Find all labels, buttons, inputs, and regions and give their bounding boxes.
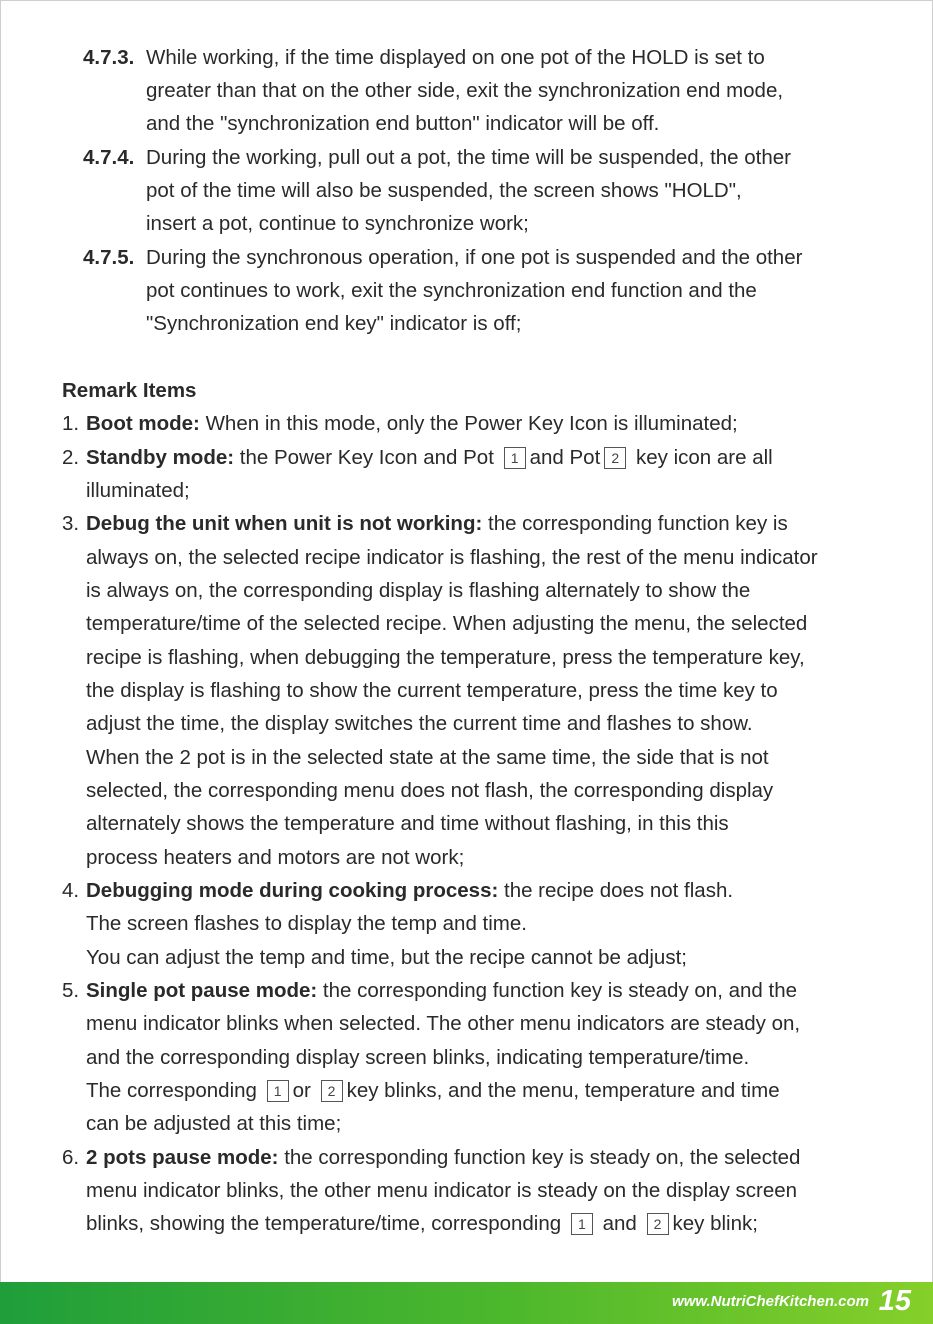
- item-title: 2 pots pause mode:: [86, 1146, 279, 1169]
- item-body: and Pot: [529, 446, 601, 469]
- item-number: 6.: [62, 1146, 80, 1169]
- item-body: the corresponding function key is: [482, 512, 788, 535]
- item-body: is always on, the corresponding display is flashing alternately to show the: [86, 579, 751, 602]
- subsection-text: and the "synchronization end button" indicator will be off.: [146, 112, 660, 135]
- item-text: [86, 507, 788, 540]
- item-body: adjust the time, the display switches the current time and flashes to show.: [86, 712, 753, 735]
- remarks-heading: Remark Items: [62, 379, 197, 402]
- item-number: 3.: [62, 512, 80, 535]
- item-body: recipe is flashing, when debugging the temperature, press the temperature key,: [86, 646, 805, 669]
- item-body: illuminated;: [86, 479, 190, 502]
- item-body: process heaters and motors are not work;: [86, 846, 465, 869]
- item-number: 5.: [62, 979, 80, 1002]
- item-body: [86, 1074, 780, 1107]
- item-body: and the corresponding display screen blinks, indicating temperature/time.: [86, 1046, 750, 1069]
- item-body: key icon are all: [630, 446, 773, 469]
- subsection-number: 4.7.3.: [83, 46, 135, 69]
- item-body: You can adjust the temp and time, but the recipe cannot be adjust;: [86, 946, 687, 969]
- subsection-text: During the synchronous operation, if one pot is suspended and the other: [146, 246, 803, 269]
- item-number: 2.: [62, 446, 80, 469]
- item-number: 1.: [62, 412, 80, 435]
- item-text: [86, 974, 797, 1007]
- item-body: the recipe does not flash.: [498, 879, 734, 902]
- item-text: [86, 407, 738, 440]
- subsection-text: insert a pot, continue to synchronize work;: [146, 212, 529, 235]
- item-body: menu indicator blinks when selected. The other menu indicators are steady on,: [86, 1012, 801, 1035]
- item-body: The corresponding: [86, 1079, 257, 1102]
- item-title: Single pot pause mode:: [86, 979, 318, 1002]
- item-text: [86, 1141, 800, 1174]
- item-body: blinks, showing the temperature/time, corresponding: [86, 1212, 562, 1235]
- item-body: When the 2 pot is in the selected state at the same time, the side that is not: [86, 746, 769, 769]
- item-body: the corresponding function key is steady on, the selected: [278, 1146, 801, 1169]
- subsection-text: greater than that on the other side, exit the synchronization end mode,: [146, 79, 784, 102]
- subsection-text: "Synchronization end key" indicator is off;: [146, 312, 522, 335]
- subsection-number: 4.7.4.: [83, 146, 135, 169]
- item-title: Debugging mode during cooking process:: [86, 879, 499, 902]
- item-body: menu indicator blinks, the other menu indicator is steady on the display screen: [86, 1179, 798, 1202]
- item-body: The screen flashes to display the temp and time.: [86, 912, 527, 935]
- pot-1-key-icon: 1: [267, 1080, 289, 1102]
- item-text: [86, 874, 733, 907]
- subsection-text: While working, if the time displayed on one pot of the HOLD is set to: [146, 46, 765, 69]
- subsection-text: pot of the time will also be suspended, the screen shows "HOLD",: [146, 179, 742, 202]
- item-title: Debug the unit when unit is not working:: [86, 512, 483, 535]
- item-body: selected, the corresponding menu does not flash, the corresponding display: [86, 779, 774, 802]
- item-body: the Power Key Icon and Pot: [234, 446, 494, 469]
- item-body: [86, 1207, 758, 1240]
- item-text: [86, 441, 773, 474]
- item-number: 4.: [62, 879, 80, 902]
- pot-2-key-icon: 2: [321, 1080, 343, 1102]
- pot-2-key-icon: 2: [647, 1213, 669, 1235]
- pot-1-key-icon: 1: [504, 447, 526, 469]
- item-body: and: [602, 1212, 637, 1235]
- pot-2-key-icon: 2: [604, 447, 626, 469]
- item-body: temperature/time of the selected recipe. When adjusting the menu, the selected: [86, 612, 808, 635]
- subsection-text: pot continues to work, exit the synchronization end function and the: [146, 279, 757, 302]
- page-number: 15: [878, 1285, 911, 1317]
- item-title: Standby mode:: [86, 446, 235, 469]
- item-body: always on, the selected recipe indicator is flashing, the rest of the menu indicator: [86, 546, 818, 569]
- item-body: key blinks, and the menu, temperature and time: [346, 1079, 780, 1102]
- item-body: key blink;: [672, 1212, 758, 1235]
- item-body: can be adjusted at this time;: [86, 1112, 342, 1135]
- item-body: the corresponding function key is steady on, and the: [317, 979, 797, 1002]
- item-body: When in this mode, only the Power Key Icon is illuminated;: [199, 412, 738, 435]
- item-title: Boot mode:: [86, 412, 200, 435]
- pot-1-key-icon: 1: [571, 1213, 593, 1235]
- item-body: alternately shows the temperature and time without flashing, in this this: [86, 812, 729, 835]
- item-body: the display is flashing to show the current temperature, press the time key to: [86, 679, 778, 702]
- subsection-text: During the working, pull out a pot, the time will be suspended, the other: [146, 146, 791, 169]
- website-url: www.NutriChefKitchen.com: [672, 1293, 869, 1310]
- item-body: or: [292, 1079, 311, 1102]
- footer-bar: [0, 1282, 933, 1324]
- subsection-number: 4.7.5.: [83, 246, 135, 269]
